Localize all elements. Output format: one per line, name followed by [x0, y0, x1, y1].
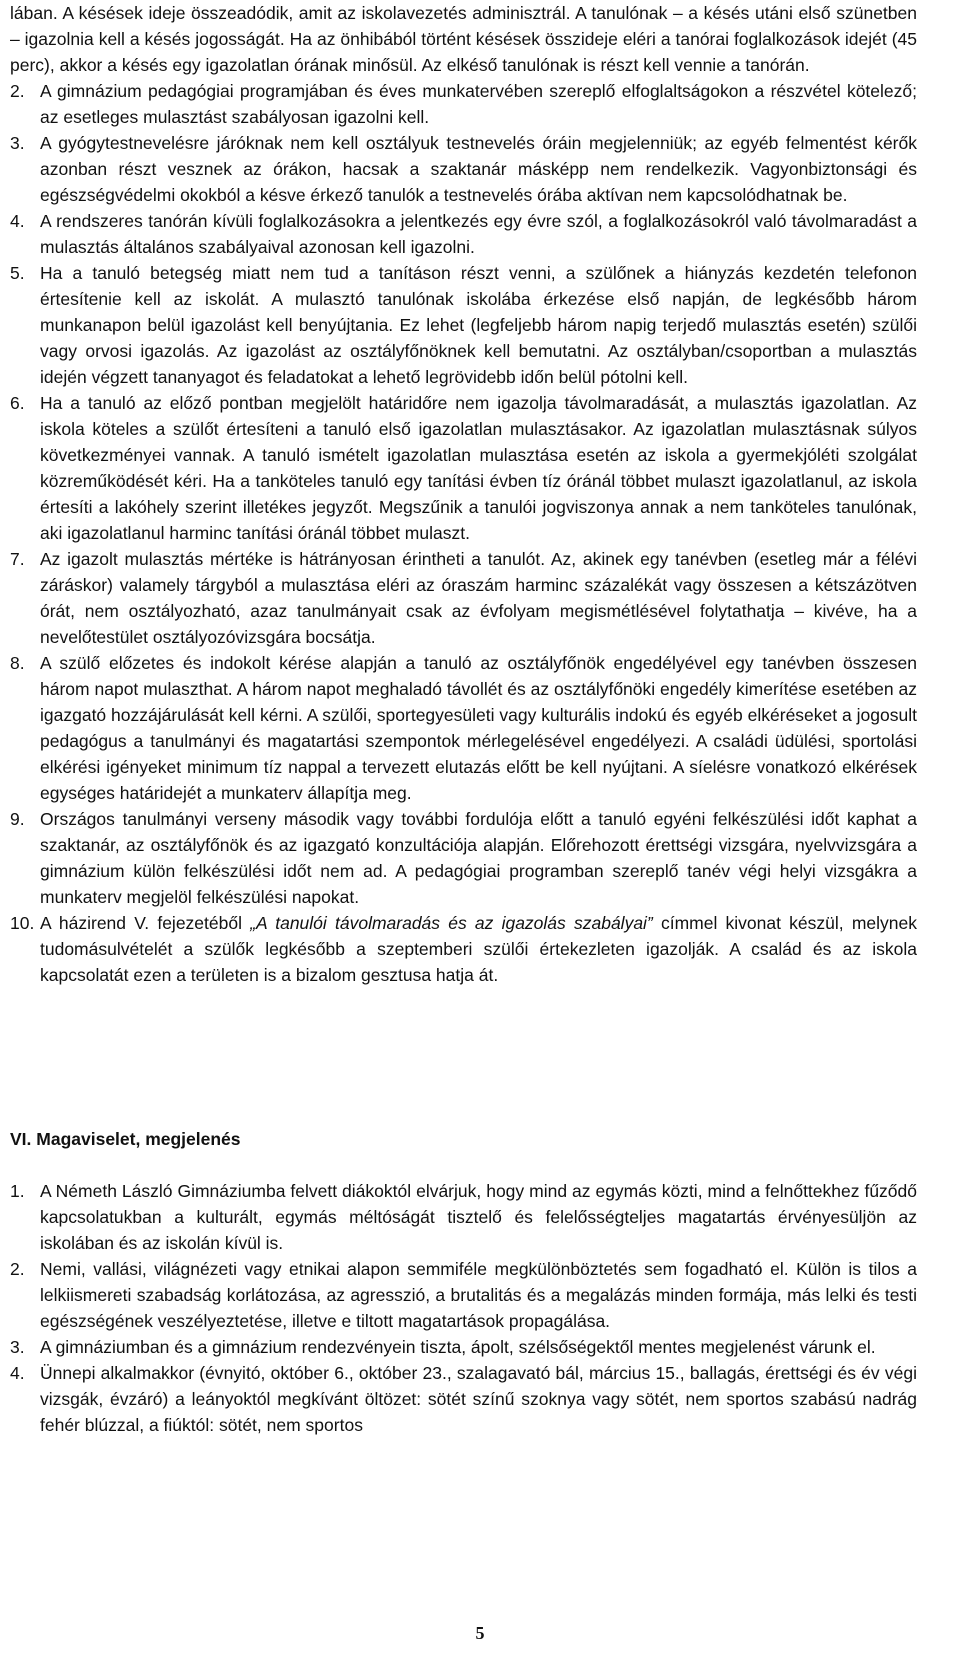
item-number: 9. [10, 809, 25, 829]
list-item [10, 130, 917, 208]
item-text: A gyógytestnevelésre járóknak nem kell osztályuk testnevelés óráin megjelenniük; az egyéb felmentést kérők azonban részt vesznek az órákon, hacsak a szaktanár másképp nem rendelkezik. Vagyonbiztonsági és egészségvédelmi okokból a késve érkező tanulók a testnevelés órába aktívan nem kapcsolódhatnak be. [40, 133, 917, 205]
item-number: 6. [10, 393, 25, 413]
item-text: Nemi, vallási, világnézeti vagy etnikai alapon semmiféle megkülönböztetés sem fogadható el. Külön is tilos a lelkiismereti szabadság korlátozása, az agresszió, a brutalitás és a megalázás minden formája, más lelki és testi egészségének veszélyeztetése, illetve e tiltott magatartások propagálása. [40, 1259, 917, 1331]
item-text: Országos tanulmányi verseny második vagy további fordulója előtt a tanuló egyéni felkészülési időt kaphat a szaktanár, az osztályfőnök és az igazgató konzultációja alapján. Előrehozott érettségi vizsgára, nyelvvizsgára a gimnázium külön felkészülési időt nem ad. A pedagógiai programban szereplő tanév végi helyi vizsgákra a munkaterv megjelöl felkészülési napokat. [40, 809, 917, 907]
item-number: 1. [10, 1181, 25, 1201]
list-item [10, 390, 917, 546]
item-text: Ha a tanuló betegség miatt nem tud a tanításon részt venni, a szülőnek a hiányzás kezdetén telefonon értesítenie kell az iskolát. A mulasztó tanulónak iskolába érkezése első napján, de legkésőbb három munkanapon belül igazolást kell benyújtania. Ez lehet (legfeljebb három napig terjedő mulasztás esetén) szülői vagy orvosi igazolás. Az igazolást az osztályfőnöknek kell bemutatni. Az osztályban/csoportban a mulasztás idején végzett tananyagot és feladatokat a lehető legrövidebb időn belül pótolni kell. [40, 263, 917, 387]
list-item [10, 806, 917, 910]
item-text: A gimnáziumban és a gimnázium rendezvényein tiszta, ápolt, szélsőségektől mentes megjelenést várunk el. [40, 1337, 876, 1357]
list-item [10, 208, 917, 260]
item-number: 8. [10, 653, 25, 673]
section-heading: VI. Magaviselet, megjelenés [10, 1129, 241, 1149]
section5-list [10, 78, 917, 988]
list-item [10, 1256, 917, 1334]
item-text-italic-title: „A tanulói távolmaradás és az igazolás szabályai” [250, 913, 653, 933]
list-item [10, 1178, 917, 1256]
item-text-after: címmel kivonat készül, melynek tudomásulvételét a szülők legkésőbb a szeptemberi szülői értekezleten igazolják. A család és az iskola kapcsolatát ezen a területen is a bizalom gesztusa hatja át. [40, 913, 917, 985]
item-text: A rendszeres tanórán kívüli foglalkozásokra a jelentkezés egy évre szól, a foglalkozásokról való távolmaradást a mulasztás általános szabályaival azonosan kell igazolni. [40, 211, 917, 257]
item-number: 2. [10, 1259, 25, 1279]
list-item [10, 260, 917, 390]
item-number: 3. [10, 1337, 25, 1357]
list-item [10, 650, 917, 806]
section6-list [10, 1178, 917, 1438]
intro-paragraph: lában. A késések ideje összeadódik, amit az iskolavezetés adminisztrál. A tanulónak – a késés utáni első szünetben – igazolnia kell a késés jogosságát. Ha az önhibából történt késések összideje eléri a tanórai foglalkozások idejét (45 perc), akkor a késés egy igazolatlan órának minősül. Az elkéső tanulónak is részt kell vennie a tanórán. [10, 3, 917, 75]
item-number: 4. [10, 1363, 25, 1383]
list-item [10, 546, 917, 650]
list-item [10, 1360, 917, 1438]
item-number: 5. [10, 263, 25, 283]
item-number: 4. [10, 211, 25, 231]
item-text: Ha a tanuló az előző pontban megjelölt határidőre nem igazolja távolmaradását, a mulasztás igazolatlan. Az iskola köteles a szülőt értesíteni a tanuló első igazolatlan mulasztásakor. Az igazolatlan mulasztásnak súlyos következményei vannak. A tanuló ismételt igazolatlan mulasztása esetén az iskola a gyermekjóléti szolgálat közreműködését kéri. Ha a tanköteles tanuló egy tanítási évben tíz óránál többet mulaszt igazolatlanul, az iskola értesíti a lakóhely szerint illetékes jegyzőt. Megszűnik a tanulói jogviszonya annak a nem tanköteles tanulónak, aki igazolatlanul harminc tanítási óránál többet mulaszt. [40, 393, 917, 543]
item-text: Ünnepi alkalmakkor (évnyitó, október 6., október 23., szalagavató bál, március 15., ballagás, érettségi és év végi vizsgák, évzáró) a leányoktól megkívánt öltözet: sötét színű szoknya vagy sötét, nem sportos szabású nadrág fehér blúzzal, a fiúktól: sötét, nem sportos [40, 1363, 917, 1435]
section5-block [10, 0, 917, 988]
page-number: 5 [475, 1623, 485, 1643]
item-text-before: A házirend V. fejezetéből [40, 913, 251, 933]
item-text: A Németh László Gimnáziumba felvett diákoktól elvárjuk, hogy mind az egymás közti, mind a felnőttekhez fűződő kapcsolatukban a kulturált, egymás méltóságát tisztelő és felelősségteljes magatartás érvényesüljön az iskolában és az iskolán kívül is. [40, 1181, 917, 1253]
item-text: A gimnázium pedagógiai programjában és éves munkatervében szereplő elfoglaltságokon a részvétel kötelező; az esetleges mulasztást szabályosan igazolni kell. [40, 81, 917, 127]
item-number: 7. [10, 549, 25, 569]
list-item [10, 78, 917, 130]
item-number: 2. [10, 81, 25, 101]
item-number: 3. [10, 133, 25, 153]
list-item [10, 910, 917, 988]
item-text: A szülő előzetes és indokolt kérése alapján a tanuló az osztályfőnök engedélyével egy tanévben összesen három napot mulaszthat. A három napot meghaladó távollét és az osztályfőnöki engedély kimerítése esetében az igazgató hozzájárulását kell kérni. A szülői, sportegyesületi vagy kulturális indokú és egyéb elkéréseket a jogosult pedagógus a tanulmányi és magatartási szempontok mérlegelésével engedélyezi. A családi üdülési, sportolási elkérési igényeket minimum tíz nappal a tervezett elutazás előtt be kell nyújtani. A síelésre vonatkozó elkérések egységes határidejét a munkaterv állapítja meg. [40, 653, 917, 803]
item-text: Az igazolt mulasztás mértéke is hátrányosan érintheti a tanulót. Az, akinek egy tanévben (esetleg már a félévi záráskor) valamely tárgyból a mulasztása eléri az óraszám harminc százalékát vagy összesen a kétszázötven órát, nem osztályozható, azaz tanulmányait csak az évfolyam megismétlésével folytathatja – kivéve, ha a nevelőtestület osztályozóvizsgára bocsátja. [40, 549, 917, 647]
section6-heading-block [10, 1126, 917, 1152]
list-item [10, 1334, 917, 1360]
item-number: 10. [10, 913, 35, 933]
